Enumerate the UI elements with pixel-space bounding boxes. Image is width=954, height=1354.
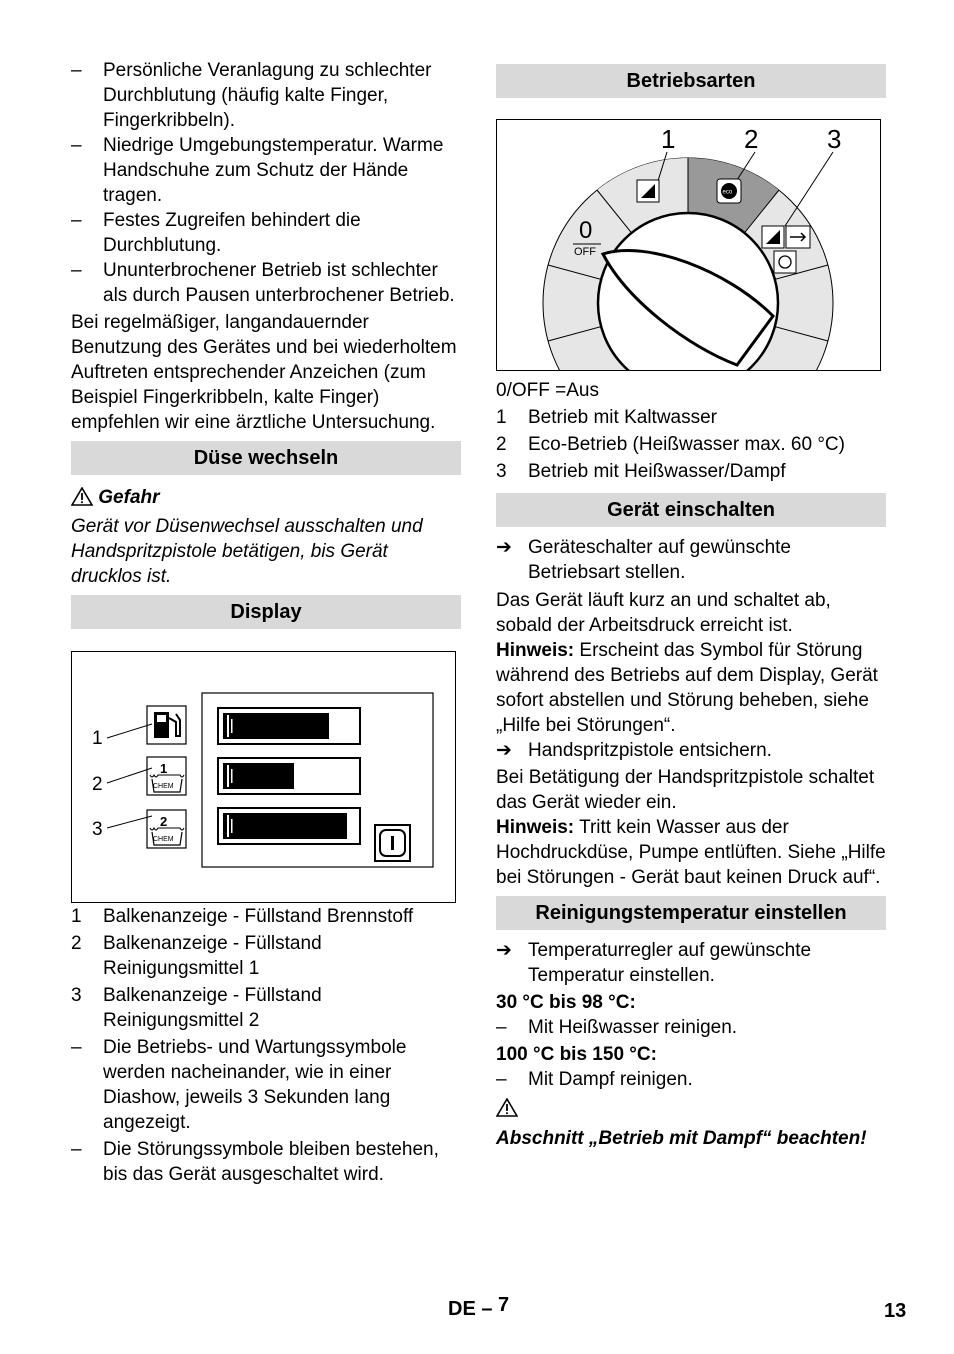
list-item: – Die Störungssymbole bleiben bestehen, bis das Gerät ausgeschaltet wird. [71,1139,439,1185]
legend-item: 3 Balkenanzeige - Füllstand Reinigungsmittel 2 [71,985,322,1031]
heading-nozzle: Düse wechseln [71,441,461,475]
footer-section-marker: DE – 7 [448,1294,510,1320]
hint-fault: Hinweis: Erscheint das Symbol für Störung während des Betriebs auf dem Display, Gerät sofort abstellen und Störung beheben, siehe „Hilfe bei Störungen“. [496,640,878,736]
display-legend [71,904,461,1033]
fuel-icon [147,706,186,744]
fuel-level-bar [218,708,360,744]
hint-pump: Hinweis: Tritt kein Wasser aus der Hochdruckdüse, Pumpe entlüften. Siehe „Hilfe bei Störungen - Gerät baut keinen Druck auf“. [496,817,886,888]
legend-item: 2 Balkenanzeige - Füllstand Reinigungsmittel 1 [71,933,322,979]
range-steam: – Mit Dampf reinigen. [496,1069,693,1090]
legend-item: 1 Balkenanzeige - Füllstand Brennstoff [71,906,414,927]
arrow-icon: ➔ [496,537,512,558]
arrow-icon: ➔ [496,740,512,761]
list-item: – Persönliche Veranlagung zu schlechter Durchblutung (häufig kalte Finger, Fingerkribbeln). [71,60,432,131]
arrow-icon: ➔ [496,940,512,961]
heading-modes: Betriebsarten [496,64,886,98]
callout-1: 1 [92,728,103,749]
chem2-level-bar [218,808,360,844]
heading-temperature: Reinigungstemperatur einstellen [496,896,886,930]
heading-switch-on: Gerät einschalten [496,493,886,527]
chem1-level-bar [218,758,360,794]
svg-text:3: 3 [827,124,842,154]
warning-icon [496,1098,518,1117]
mode-dial-illustration [497,120,880,370]
display-notes [71,1035,461,1187]
svg-text:1: 1 [160,761,168,776]
list-item: – Niedrige Umgebungstemperatur. Warme Handschuhe zum Schutz der Hände tragen. [71,135,444,206]
step-switch: ➔ Geräteschalter auf gewünschte Betriebsart stellen. [496,537,791,583]
chem-2-icon [147,810,186,848]
paragraph-start: Das Gerät läuft kurz an und schaltet ab, sobald der Arbeitsdruck erreicht ist. [496,590,831,636]
legend-item: 2 Eco-Betrieb (Heißwasser max. 60 °C) [496,434,845,455]
callout-2: 2 [92,774,103,795]
paragraph-restart: Bei Betätigung der Handspritzpistole schaltet das Gerät wieder ein. [496,767,875,813]
display-illustration [72,652,455,902]
warning-symbol-line [496,1096,886,1120]
step-temperature: ➔ Temperaturregler auf gewünschte Temperatur einstellen. [496,940,812,986]
range-steam-label: 100 °C bis 150 °C: [496,1044,657,1065]
chem-1-icon [147,757,186,795]
svg-text:1: 1 [661,124,676,154]
list-item: – Die Betriebs- und Wartungssymbole werden nacheinander, wie in einer Diashow, jeweils 3 Sekunden lang angezeigt. [71,1037,407,1133]
legend-item: 0/OFF =Aus [496,380,599,401]
svg-text:CHEM: CHEM [153,836,174,843]
legend-item: 1 Betrieb mit Kaltwasser [496,407,718,428]
svg-text:2: 2 [160,814,168,829]
steam-warning-text: Abschnitt „Betrieb mit Dampf“ beachten! [496,1128,867,1149]
page-number: 13 [884,1300,907,1322]
range-hot-water-label: 30 °C bis 98 °C: [496,992,636,1013]
svg-text:eco: eco [722,189,733,196]
range-hot-water: – Mit Heißwasser reinigen. [496,1017,738,1038]
svg-text:OFF: OFF [574,246,596,258]
paragraph-medical: Bei regelmäßiger, langandauernder Benutzung des Gerätes und bei wiederholtem Auftreten entsprechender Anzeichen (zum Beispiel Fingerkribbeln, kalte Finger) empfehlen wir eine ärztliche Untersuchung. [71,312,457,433]
step-unlock: ➔ Handspritzpistole entsichern. [496,740,772,761]
heading-display: Display [71,595,461,629]
intro-list [71,58,461,308]
display-figure [71,651,456,903]
danger-text: Gerät vor Düsenwechsel ausschalten und Handspritzpistole betätigen, bis Gerät drucklos ist. [71,516,423,587]
eco-icon [717,179,741,203]
legend-item: 3 Betrieb mit Heißwasser/Dampf [496,461,786,482]
callout-3: 3 [92,819,103,840]
warning-icon [71,487,93,506]
mode-dial-figure [496,119,881,371]
modes-legend [496,378,886,484]
right-column [496,58,886,1151]
danger-label: Gefahr [98,487,160,508]
cold-water-icon [637,180,659,202]
svg-text:0: 0 [579,217,593,244]
svg-text:2: 2 [744,124,759,154]
left-column [71,58,461,1189]
svg-text:CHEM: CHEM [153,783,174,790]
fault-icon [375,825,410,861]
list-item: – Ununterbrochener Betrieb ist schlechter als durch Pausen unterbrochener Betrieb. [71,260,455,306]
list-item: – Festes Zugreifen behindert die Durchblutung. [71,210,361,256]
danger-line [71,485,461,510]
